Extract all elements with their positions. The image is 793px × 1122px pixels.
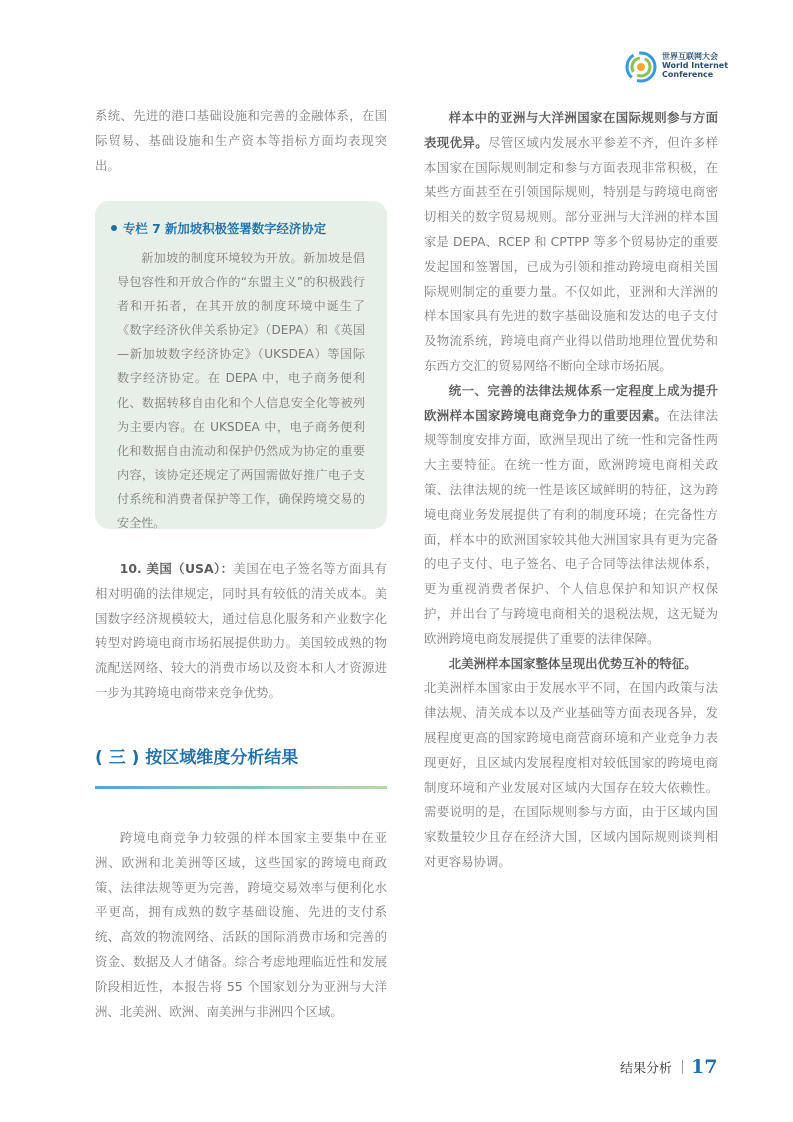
logo-en-line1: World Internet [662,61,729,70]
globe-ring-icon [624,50,658,84]
north-america-paragraph [424,652,718,677]
asia-lead: 样本中的亚洲与大洋洲国家在国际规则参与方面表现优异。 [424,110,718,150]
page-number: 17 [691,1056,718,1078]
conference-logo [624,48,754,88]
usa-lead: 10. 美国（USA）： [119,561,234,576]
left-top-paragraph [95,104,387,178]
europe-lead: 统一、完善的法律法规体系一定程度上成为提升欧洲样本国家跨境电商竞争力的重要因素。 [424,382,718,423]
sidebar-body: 新加坡的制度环境较为开放。新加坡是倡导包容性和开放合作的“东盟主义”的积极践行者和开拓者，在其开放的制度环境中诞生了《数字经济伙伴关系协定》（DEPA）和《英国—新加坡数字经济协定》（UKSDEA）等国际数字经济协定。在 DEPA 中，电子商务便利化、数据转移自由化和个人信息安全化等被列为主要内容。在 UKSDEA 中，电子商务便利化和数据自由流动和保护仍然成为协定的重要内容，该协定还规定了两国需做好推广电子支付系统和消费者保护等工作，确保跨境交易的安全性。 [117,251,365,531]
sidebar-box-7 [95,201,387,529]
logo-en-line2: Conference [662,70,714,79]
footer-separator [682,1060,683,1074]
para-continuation: 系统、先进的港口基础设施和完善的金融体系，在国际贸易、基础设施和生产资本等指标方面均表现突出。 [95,108,387,173]
section-text: 跨境电商竞争力较强的样本国家主要集中在亚洲、欧洲和北美洲等区域，这些国家的跨境电商政策、法律法规等更为完善，跨境交易效率与便利化水平更高，拥有成熟的数字基础设施、先进的支付系统、高效的物流网络、活跃的国际消费市场和完善的资金、数据及人才储备。综合考虑地理临近性和发展阶段相近性，本报告将 55 个国家划分为亚洲与大洋洲、北美洲、欧洲、南美洲与非洲四个区域。 [95,830,387,1019]
logo-cn: 世界互联网大会 [662,52,718,61]
bullet-dot-icon [111,225,117,231]
section-heading: ( 三 ) 按区域维度分析结果 [95,748,299,768]
page-footer [620,1056,717,1080]
section-paragraph [95,826,387,1024]
footer-section-label: 结果分析 [620,1061,673,1077]
usa-text: 美国在电子签名等方面具有相对明确的法律规定，同时具有较低的清关成本。美国数字经济规模较大，通过信息化服务和产业数字化转型对跨境电商市场拓展提供助力。美国较成熟的物流配送网络、较大的消费市场以及资本和人才资源进一步为其跨境电商带来竞争优势。 [95,561,388,700]
right-column [424,106,718,875]
north-america-body: 北美洲样本国家由于发展水平不同，在国内政策与法律法规、清关成本以及产业基础等方面表现各异，发展程度更高的国家跨境电商营商环境和产业竞争力表现更好，且区域内发展程度相对较低国家的跨境电商制度环境和产业发展对区域内大国存在较大依赖性。需要说明的是，在国际规则参与方面，由于区域内国家数量较少且存在经济大国，区域内国际规则谈判相对更容易协调。 [424,680,718,869]
asia-text: 尽管区域内发展水平参差不齐，但许多样本国家在国际规则制定和参与方面表现非常积极，在某些方面甚至在引领国际规则，特别是与跨境电商密切相关的数字贸易规则。部分亚洲与大洋洲的样本国家是 DEPA、RCEP 和 CPTPP 等多个贸易协定的重要发起国和签署国，已成为引领和推动跨境电商相关国际规则制定的重要力量。不仅如此，亚洲和大洋洲的样本国家具有先进的数字基础设施和发达的电子支付及物流系统，跨境电商产业得以借助地理位置优势和东西方交汇的贸易网络不断向全球市场拓展。 [424,134,719,373]
north-america-lead: 北美洲样本国家整体呈现出优势互补的特征。 [448,655,697,671]
europe-paragraph [424,379,718,652]
sidebar-title [111,219,326,237]
sidebar-title-text: 专栏 7 新加坡积极签署数字经济协定 [123,221,327,236]
europe-text: 在法律法规等制度安排方面，欧洲呈现出了统一性和完备性两大主要特征。在统一性方面，欧洲跨境电商相关政策、法律法规的统一性是该区域鲜明的特征，这为跨境电商业务发展提供了有利的制度环境；在完备性方面，样本中的欧洲国家较其他大洲国家具有更为完备的电子支付、电子签名、电子合同等法律法规体系，更为重视消费者保护、个人信息保护和知识产权保护，并出台了与跨境电商相关的退税法规，这无疑为欧洲跨境电商发展提供了重要的法律保障。 [424,407,719,646]
logo-text [662,52,728,79]
asia-paragraph [424,106,718,379]
section-divider [95,786,387,789]
usa-paragraph [95,557,387,706]
